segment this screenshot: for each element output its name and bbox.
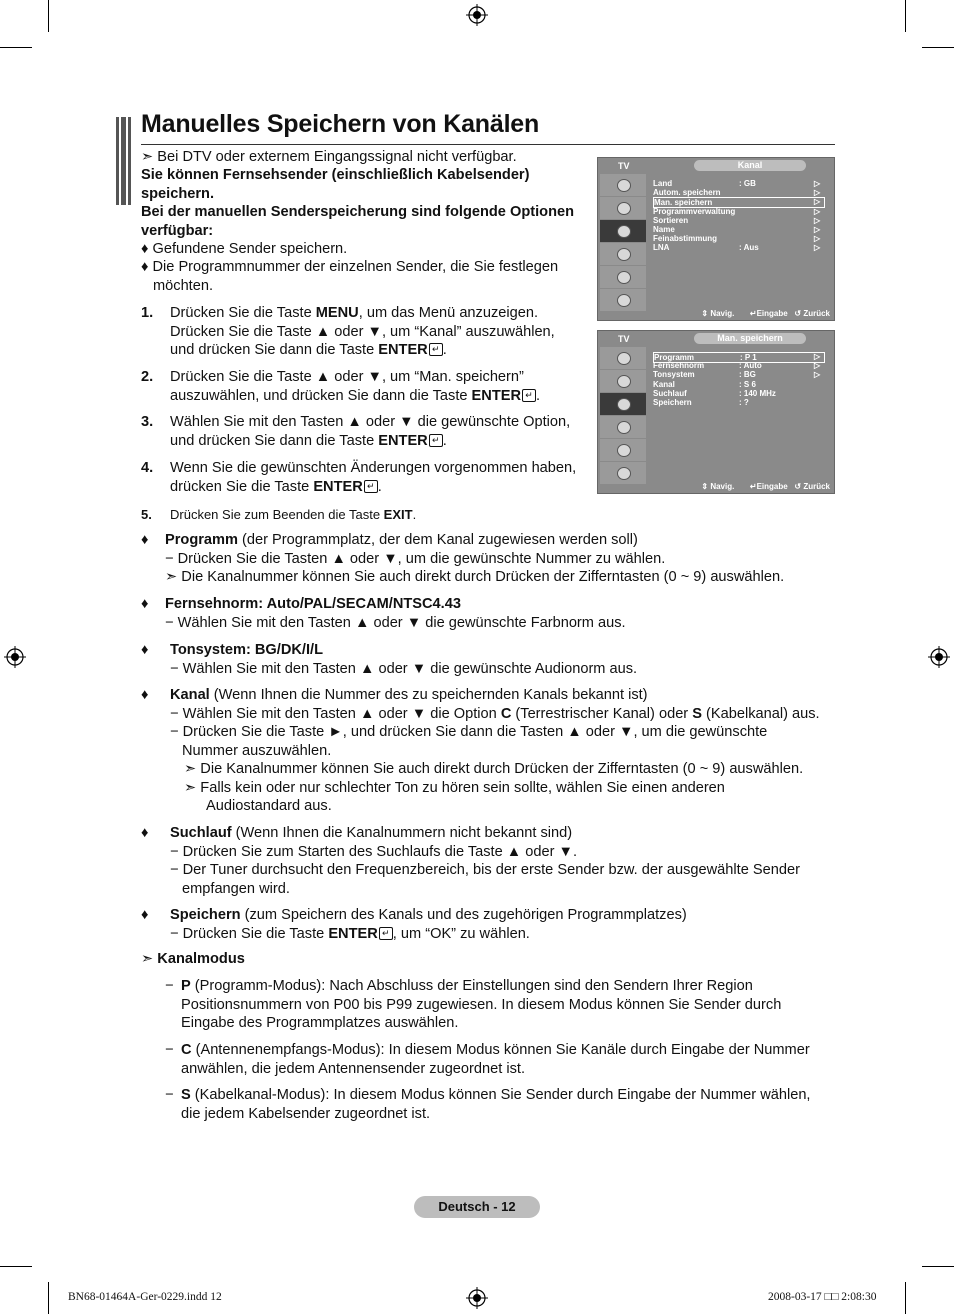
menu-item[interactable] — [653, 398, 823, 407]
option-kanal: ♦ Kanal (Wenn Ihnen die Nummer des zu speichernden Kanals bekannt ist) − Wählen Sie mit den Tasten ▲ oder ▼ die Option C (Terrestrischer Kanal) oder S (Kabelkanal) aus. − Drücken Sie die Taste ►, und drücken Sie dann die Tasten ▲ oder ▼, um die gewünschte Nummer auszuwählen. ➣ Die Kanalnummer können Sie auch direkt durch Drücken der Zifferntasten (0 ~ 9) auswählen. ➣ Falls kein oder nur schlechter Ton zu hören sein sollte, wählen Sie einen anderen Audiostandard aus. — [141, 687, 820, 814]
menu-item[interactable] — [653, 216, 823, 225]
return-icon: ↺ — [794, 309, 802, 318]
sound-icon[interactable] — [600, 197, 646, 219]
menu-item-label: Feinabstimmung — [653, 234, 718, 244]
page-title: Manuelles Speichern von Kanälen — [141, 110, 540, 138]
bullet-icon: ♦ — [141, 596, 149, 612]
submenu-arrow-icon: ▷ — [814, 361, 821, 371]
bullet-icon: ♦ — [141, 825, 149, 841]
menu-item-label: LNA — [653, 243, 670, 253]
enter-icon: ↵ — [379, 927, 393, 940]
crop-mark — [922, 1266, 954, 1267]
step-2: 2. Drücken Sie die Taste ▲ oder ▼, um “Man. speichern” auszuwählen, und drücken Sie dann die Taste ENTER ↵ . — [141, 369, 541, 404]
application-icon[interactable] — [600, 462, 646, 484]
crop-mark — [0, 47, 32, 48]
page-number-badge: Deutsch - 12 — [414, 1196, 540, 1218]
submenu-arrow-icon: ▷ — [814, 206, 821, 216]
sound-icon[interactable] — [600, 370, 646, 392]
option-programm: ♦ Programm (der Programmplatz, der dem Kanal zugewiesen werden soll) − Drücken Sie die Tasten ▲ oder ▼, um die gewünschte Nummer zu wählen. ➣ Die Kanalnummer können Sie auch direkt durch Drücken der Zifferntasten (0 ~ 9) auswählen. — [141, 532, 785, 585]
input-icon[interactable] — [600, 266, 646, 288]
menu-item[interactable] — [653, 179, 823, 188]
intro-bullet-1: ♦ Gefundene Sender speichern. — [141, 241, 348, 257]
registration-mark-icon — [4, 646, 26, 668]
intro-bullet-2: ♦ Die Programmnummer der einzelnen Sender, die Sie festlegen — [141, 259, 559, 275]
picture-icon[interactable] — [600, 174, 646, 196]
channel-icon[interactable] — [600, 393, 646, 415]
menu-item-label: Land — [653, 179, 673, 188]
step-1: 1. Drücken Sie die Taste MENU, um das Menü anzuzeigen. Drücken Sie die Taste ▲ oder ▼, um “Kanal” auszuwählen, und drücken Sie dann die Taste ENTER ↵ . — [141, 305, 555, 358]
menu-item-label: Speichern — [653, 398, 692, 407]
note-arrow-icon: ➣ — [184, 780, 197, 796]
submenu-arrow-icon: ▷ — [814, 234, 821, 244]
submenu-arrow-icon: ▷ — [814, 243, 821, 253]
note-arrow-icon: ➣ — [165, 569, 178, 585]
enter-icon: ↵ — [749, 482, 757, 491]
bullet-icon: ♦ — [141, 532, 149, 548]
tv-menu-kanal: TV Kanal Land : GB Autom. speichern Man. speichern Programmverwaltung Sortieren Name Feinabstimmung LNA : Aus ▷ ▷ ▷ ▷ ▷ ▷ ▷ ▷ ⇕ Navig. ↵Eingabe ↺ Zurück — [597, 157, 835, 321]
menu-item[interactable] — [653, 361, 823, 370]
menu-item-label: Name — [653, 225, 675, 234]
submenu-arrow-icon: ▷ — [814, 188, 821, 198]
note-arrow-icon: ➣ — [141, 951, 154, 967]
intro-bold-1-cont: speichern. — [141, 186, 214, 202]
option-suchlauf: ♦ Suchlauf (Wenn Ihnen die Kanalnummern nicht bekannt sind) − Drücken Sie zum Starten des Suchlaufs die Taste ▲ oder ▼. − Der Tuner durchsucht den Frequenzbereich, bis der erste Sender bzw. der ausgewählte Sender empfangen wird. — [141, 825, 800, 897]
menu-item-value: : Aus — [739, 243, 759, 253]
menu-item[interactable] — [653, 389, 823, 398]
title-decoration — [116, 117, 132, 205]
option-speichern: ♦ Speichern (zum Speichern des Kanals und des zugehörigen Programmplatzes) − Drücken Sie die Taste ENTER ↵ , um “OK” zu wählen. — [141, 907, 687, 942]
submenu-arrow-icon: ▷ — [814, 370, 821, 380]
menu-item[interactable] — [653, 243, 823, 252]
menu-item-label: Autom. speichern — [653, 188, 721, 198]
setup-icon[interactable] — [600, 243, 646, 265]
menu-item-value: : ? — [739, 398, 749, 407]
submenu-arrow-icon: ▷ — [814, 225, 821, 234]
intro-bold-2: Bei der manuellen Senderspeicherung sind folgende Optionen — [141, 204, 575, 220]
crop-mark — [0, 1266, 32, 1267]
menu-tab: Kanal — [694, 160, 806, 171]
picture-icon[interactable] — [600, 347, 646, 369]
menu-sidebar — [600, 347, 646, 485]
option-fernsehnorm: ♦ Fernsehnorm: Auto/PAL/SECAM/NTSC4.43 − Wählen Sie mit den Tasten ▲ oder ▼ die gewünschte Farbnorm aus. — [141, 596, 626, 631]
menu-item-value: : P 1 — [740, 353, 757, 362]
crop-mark — [905, 1282, 906, 1314]
menu-item[interactable] — [653, 188, 823, 197]
menu-item-label: Sortieren — [653, 215, 689, 225]
print-date-info: 2008-03-17 □□ 2:08:30 — [768, 1291, 877, 1303]
menu-item[interactable] — [653, 370, 823, 379]
menu-item-label: Programmverwaltung — [653, 206, 736, 216]
note-arrow-icon: ➣ — [141, 149, 154, 165]
registration-mark-icon — [928, 646, 950, 668]
menu-sidebar — [600, 174, 646, 312]
kanalmodus-c: − C (Antennenempfangs-Modus): In diesem Modus können Sie Kanäle durch Eingabe der Nummer anwählen, die jedem Antennensender zugeordnet ist. — [165, 1042, 810, 1077]
print-file-info: BN68-01464A-Ger-0229.indd 12 — [68, 1291, 222, 1303]
menu-item-label: Kanal — [653, 379, 675, 389]
menu-item-value: : 140 MHz — [739, 388, 776, 398]
intro-bold-1: Sie können Fernsehsender (einschließlich Kabelsender) — [141, 167, 530, 183]
enter-icon: ↵ — [364, 480, 378, 493]
menu-item-label: Man. speichern — [654, 198, 713, 208]
nav-icon: ⇕ — [701, 482, 709, 491]
menu-item-value: : BG — [739, 370, 756, 380]
tv-menu-man-speichern: TV Man. speichern Programm : P 1 Fernsehnorm : Auto Tonsystem : BG Kanal : S 6 Suchlauf : 140 MHz Speichern : ? ▷ ▷ ▷ ⇕ Navig. ↵Eingabe ↺ Zurück — [597, 330, 835, 494]
menu-item-value: : GB — [739, 179, 756, 188]
setup-icon[interactable] — [600, 416, 646, 438]
enter-icon: ↵ — [522, 389, 536, 402]
application-icon[interactable] — [600, 289, 646, 311]
intro-note: ➣ Bei DTV oder externem Eingangssignal nicht verfügbar. — [141, 149, 517, 165]
menu-item-label: Tonsystem — [653, 370, 695, 380]
menu-item-value: : S 6 — [739, 379, 756, 389]
intro-bold-2-cont: verfügbar: — [141, 223, 214, 239]
bullet-icon: ♦ — [141, 907, 149, 923]
submenu-arrow-icon: ▷ — [814, 179, 821, 188]
intro-bullet-2-cont: möchten. — [153, 278, 214, 294]
menu-item-value: : Auto — [739, 361, 762, 371]
registration-mark-icon — [466, 1287, 488, 1309]
bullet-icon: ♦ — [141, 687, 149, 703]
channel-icon[interactable] — [600, 220, 646, 242]
kanalmodus-s: − S (Kabelkanal-Modus): In diesem Modus können Sie Sender durch Eingabe der Nummer wählen, die jedem Kabelsender zugeordnet ist. — [165, 1087, 811, 1122]
crop-mark — [48, 1282, 49, 1314]
step-3: 3. Wählen Sie mit den Tasten ▲ oder ▼ die gewünschte Option, und drücken Sie dann die Taste ENTER ↵ . — [141, 414, 571, 449]
step-4: 4. Wenn Sie die gewünschten Änderungen vorgenommen haben, drücken Sie die Taste ENTER ↵ . — [141, 460, 577, 495]
title-rule — [141, 144, 835, 145]
crop-mark — [905, 0, 906, 32]
menu-footer: ⇕ Navig. ↵Eingabe ↺ Zurück — [701, 309, 830, 318]
menu-item-label: Suchlauf — [653, 388, 687, 398]
kanalmodus-p: − P (Programm-Modus): Nach Abschluss der Einstellungen sind den Sendern Ihrer Region Positionsnummern von P00 bis P99 zugewiesen. In diesem Modus können Sie Sender durch Eingabe des Programmplatzes auswählen. — [165, 978, 782, 1031]
crop-mark — [48, 0, 49, 32]
bullet-icon: ♦ — [141, 642, 149, 658]
submenu-arrow-icon: ▷ — [814, 352, 821, 361]
menu-item[interactable] — [653, 380, 823, 389]
nav-icon: ⇕ — [701, 309, 709, 318]
crop-mark — [922, 47, 954, 48]
enter-icon: ↵ — [429, 434, 443, 447]
menu-item-label: Programm — [654, 353, 695, 362]
input-icon[interactable] — [600, 439, 646, 461]
enter-icon: ↵ — [429, 343, 443, 356]
option-tonsystem: ♦ Tonsystem: BG/DK/I/L − Wählen Sie mit den Tasten ▲ oder ▼ die gewünschte Audionorm aus. — [141, 642, 638, 677]
submenu-arrow-icon: ▷ — [814, 215, 821, 225]
enter-icon: ↵ — [749, 309, 757, 318]
step-5: 5. Drücken Sie zum Beenden die Taste EXIT. — [141, 507, 417, 522]
menu-item[interactable] — [653, 234, 823, 243]
menu-footer: ⇕ Navig. ↵Eingabe ↺ Zurück — [701, 482, 830, 491]
note-arrow-icon: ➣ — [184, 761, 197, 777]
kanalmodus-heading: ➣ Kanalmodus — [141, 951, 245, 967]
menu-item[interactable] — [653, 207, 823, 216]
return-icon: ↺ — [794, 482, 802, 491]
submenu-arrow-icon: ▷ — [814, 197, 821, 207]
registration-mark-icon — [466, 4, 488, 26]
menu-item[interactable] — [653, 225, 823, 234]
menu-item-label: Fernsehnorm — [653, 361, 705, 371]
menu-tab: Man. speichern — [694, 333, 806, 344]
